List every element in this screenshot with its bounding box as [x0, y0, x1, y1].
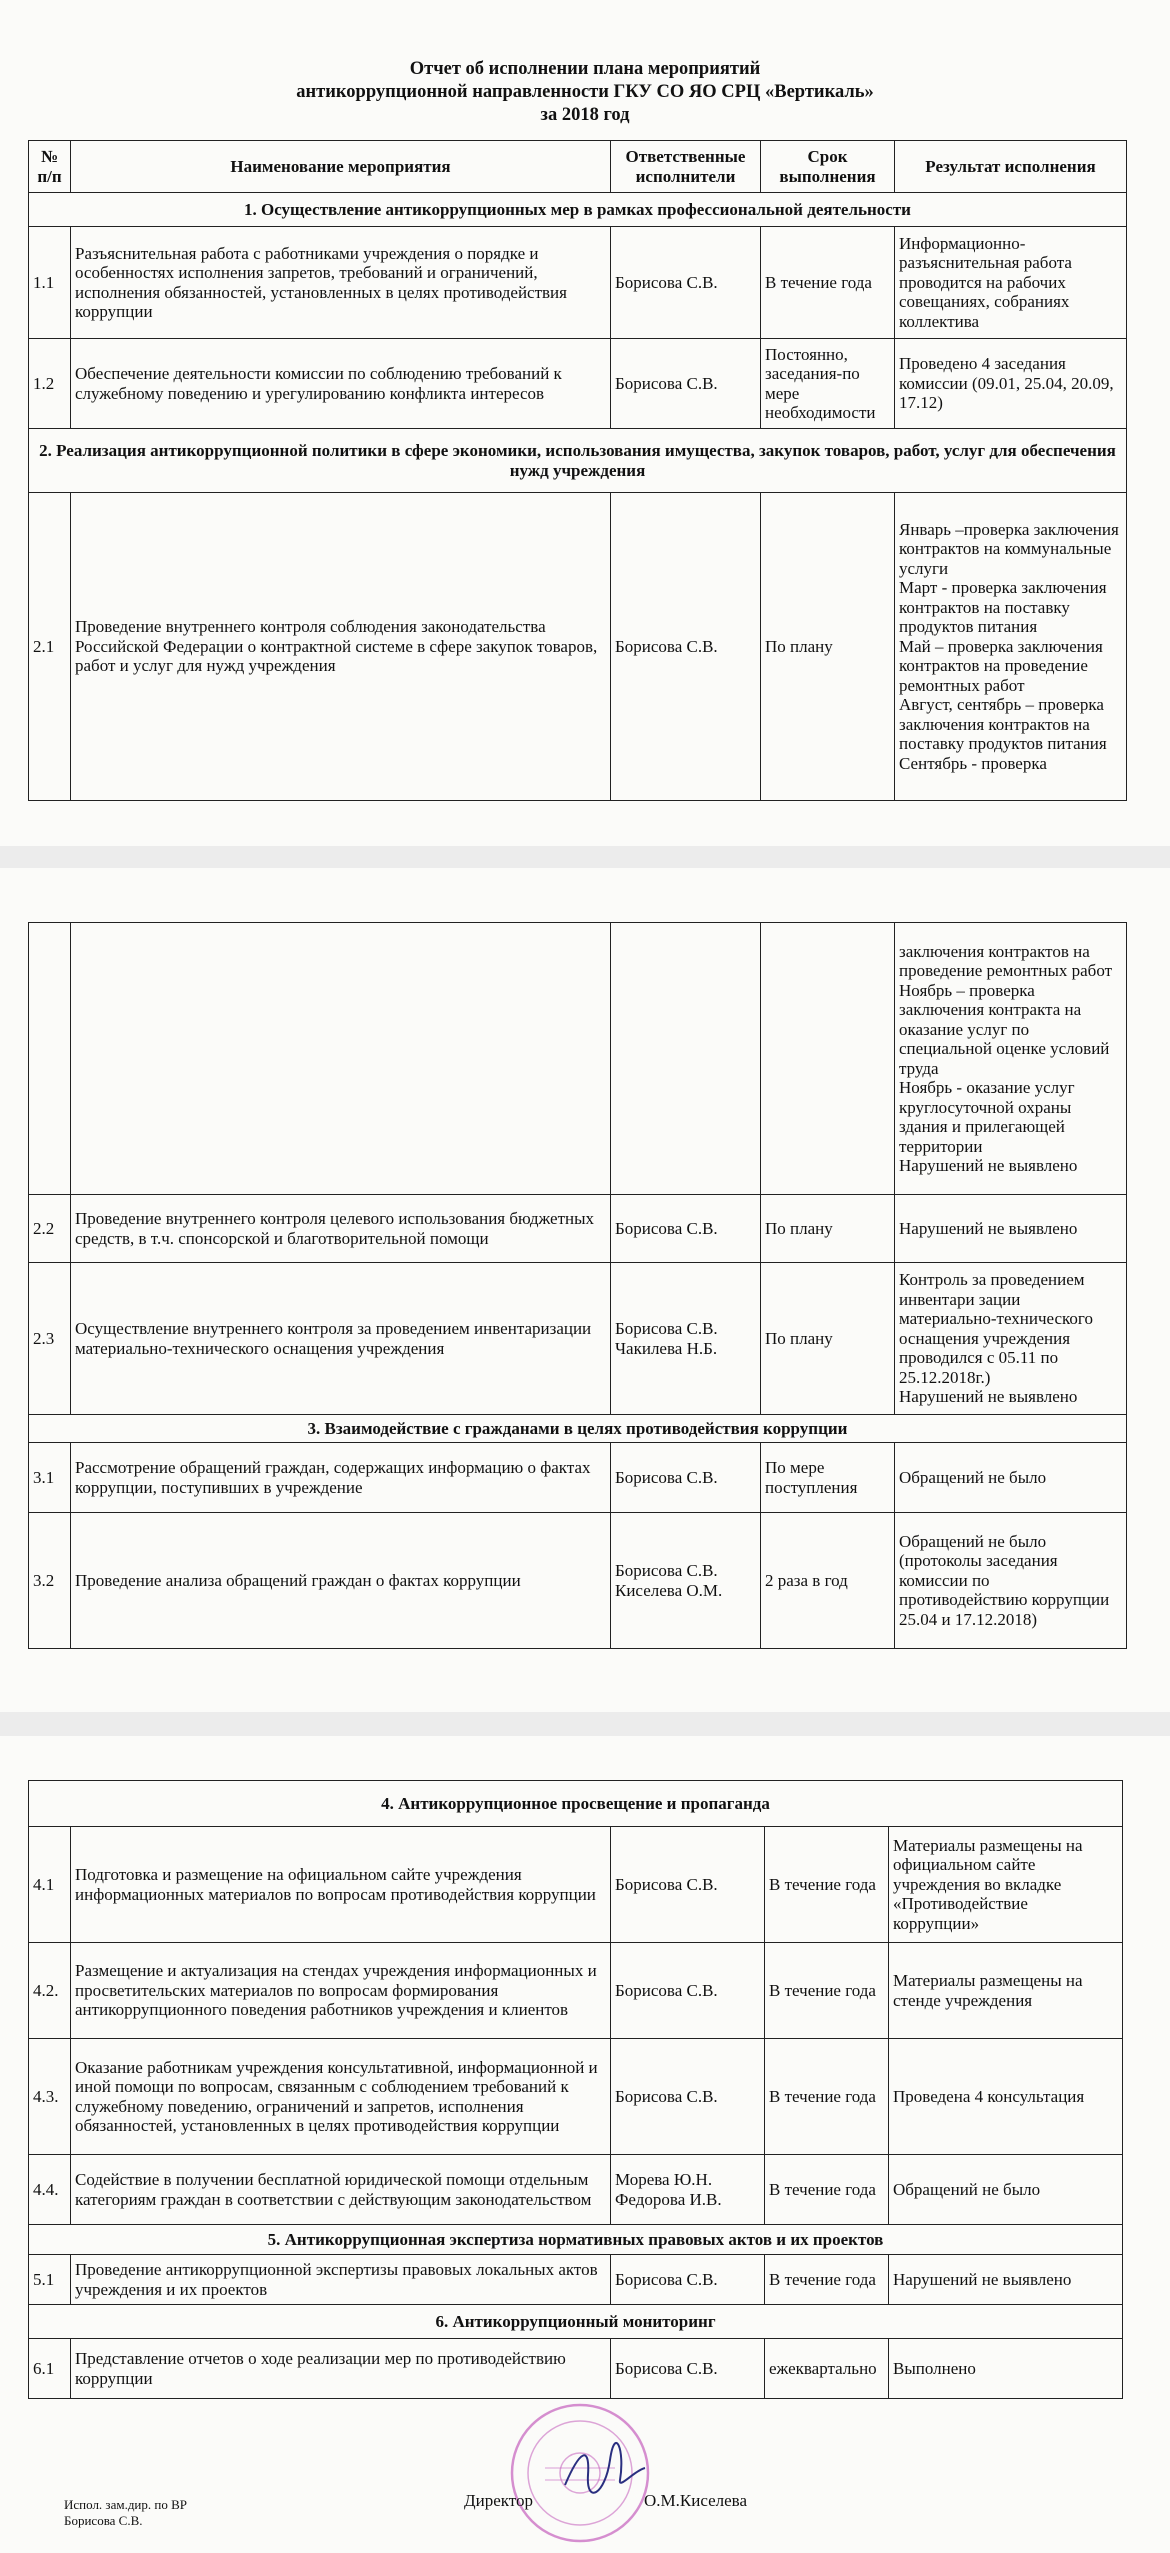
row-term: 2 раза в год: [761, 1513, 895, 1649]
section-3-heading: 3. Взаимодействие с гражданами в целях противодействия коррупции: [29, 1415, 1127, 1443]
page-1: [0, 0, 1170, 846]
row-name: Проведение антикоррупционной экспертизы правовых локальных актов учреждения и их проектов: [71, 2255, 611, 2305]
header-term: Срок выполнения: [761, 141, 895, 193]
row-term: По плану: [761, 1263, 895, 1415]
row-result: Обращений не было: [889, 2155, 1123, 2225]
row-name: Подготовка и размещение на официальном сайте учреждения информационных материалов по вопросам противодействия коррупции: [71, 1827, 611, 1943]
row-name: Размещение и актуализация на стендах учреждения информационных и просветительских материалов по вопросам формирования антикоррупционного поведения работников учреждения и клиентов: [71, 1943, 611, 2039]
section-5-heading: 5. Антикоррупционная экспертиза нормативных правовых актов и их проектов: [29, 2225, 1123, 2255]
title-line-3: за 2018 год: [540, 105, 630, 125]
section-1-heading: 1. Осуществление антикоррупционных мер в рамках профессиональной деятельности: [29, 193, 1127, 227]
header-resp: Ответственные исполнители: [611, 141, 761, 193]
row-result: Обращений не было: [895, 1443, 1127, 1513]
row-num: 2.2: [29, 1195, 71, 1263]
executor-line-2: Борисова С.В.: [64, 2513, 143, 2528]
row-resp: Морева Ю.Н. Федорова И.В.: [611, 2155, 765, 2225]
row-resp: Борисова С.В.: [611, 1443, 761, 1513]
director-name: О.М.Киселева: [644, 2491, 748, 2510]
row-term: В течение года: [765, 1943, 889, 2039]
row-name: Проведение анализа обращений граждан о фактах коррупции: [71, 1513, 611, 1649]
row-num: 6.1: [29, 2339, 71, 2399]
table-row: [29, 1195, 1127, 1263]
row-term: По плану: [761, 1195, 895, 1263]
table-row: [29, 2339, 1123, 2399]
row-name: Оказание работникам учреждения консультативной, информационной и иной помощи по вопросам, связанным с соблюдением требований к служебному поведению, ограничений и запретов, исполнения обязанностей, установленных в целях противодействия коррупции: [71, 2039, 611, 2155]
row-resp: Борисова С.В.: [611, 2255, 765, 2305]
row-result: Контроль за проведением инвентари зации материально-технического оснащения учреждения проводился с 05.11 по 25.12.2018г.) Нарушений не выявлено: [895, 1263, 1127, 1415]
row-name: Осуществление внутреннего контроля за проведением инвентаризации материально-технического оснащения учреждения: [71, 1263, 611, 1415]
table-row: [29, 1513, 1127, 1649]
row-num: 4.4.: [29, 2155, 71, 2225]
row-term: Постоянно, заседания-по мере необходимости: [761, 339, 895, 429]
table-row: [29, 2039, 1123, 2155]
page-2: [0, 868, 1170, 1712]
header-num: № п/п: [29, 141, 71, 193]
row-result: Нарушений не выявлено: [895, 1195, 1127, 1263]
row-term: В течение года: [761, 227, 895, 339]
table-row: [29, 2255, 1123, 2305]
row-resp: Борисова С.В.: [611, 1943, 765, 2039]
header-result: Результат исполнения: [895, 141, 1127, 193]
row-num: 5.1: [29, 2255, 71, 2305]
row-name: Представление отчетов о ходе реализации мер по противодействию коррупции: [71, 2339, 611, 2399]
table-row-continued: [29, 923, 1127, 1195]
table-row: [29, 227, 1127, 339]
section-6-heading: 6. Антикоррупционный мониторинг: [29, 2305, 1123, 2339]
table-row: [29, 1263, 1127, 1415]
signature-icon: [560, 2440, 650, 2500]
title-line-2: антикоррупционной направленности ГКУ СО ЯО СРЦ «Вертикаль»: [296, 82, 874, 102]
director-label: Директор: [464, 2491, 533, 2510]
row-resp: Борисова С.В.: [611, 2039, 765, 2155]
row-resp: Борисова С.В. Чакилева Н.Б.: [611, 1263, 761, 1415]
plan-table-part-1: [28, 140, 1127, 801]
table-row: [29, 2155, 1123, 2225]
row-result: Информационно-разъяснительная работа проводится на рабочих совещаниях, собраниях коллектива: [895, 227, 1127, 339]
row-result: Материалы размещены на официальном сайте учреждения во вкладке «Противодействие коррупции»: [889, 1827, 1123, 1943]
row-result: Январь –проверка заключения контрактов на коммунальные услуги Март - проверка заключения контрактов на поставку продуктов питания Май – проверка заключения контрактов на проведение ремонтных работ Август, сентябрь – проверка заключения контрактов на поставку продуктов питания Сентябрь - проверка: [895, 493, 1127, 801]
row-name: Рассмотрение обращений граждан, содержащих информацию о фактах коррупции, поступивших в учреждение: [71, 1443, 611, 1513]
executor-note: [64, 2497, 187, 2529]
row-num: 1.2: [29, 339, 71, 429]
row-name: Проведение внутреннего контроля соблюдения законодательства Российской Федерации о контрактной системе в сфере закупок товаров, работ и услуг для нужд учреждения: [71, 493, 611, 801]
row-result: Проведена 4 консультация: [889, 2039, 1123, 2155]
row-num: 1.1: [29, 227, 71, 339]
row-result: Материалы размещены на стенде учреждения: [889, 1943, 1123, 2039]
section-4-heading: 4. Антикоррупционное просвещение и пропаганда: [29, 1781, 1123, 1827]
row-resp: Борисова С.В.: [611, 1195, 761, 1263]
row-result: Выполнено: [889, 2339, 1123, 2399]
row-term: В течение года: [765, 1827, 889, 1943]
report-title: [0, 58, 1170, 127]
row-result: Проведено 4 заседания комиссии (09.01, 25.04, 20.09, 17.12): [895, 339, 1127, 429]
row-num: 2.1: [29, 493, 71, 801]
executor-line-1: Испол. зам.дир. по ВР: [64, 2497, 187, 2512]
section-2-heading: 2. Реализация антикоррупционной политики в сфере экономики, использования имущества, закупок товаров, работ, услуг для обеспечения нужд учреждения: [29, 429, 1127, 493]
row-num: 2.3: [29, 1263, 71, 1415]
table-row: [29, 339, 1127, 429]
table-header-row: [29, 141, 1127, 193]
header-name: Наименование мероприятия: [71, 141, 611, 193]
row-name: Проведение внутреннего контроля целевого использования бюджетных средств, в т.ч. спонсорской и благотворительной помощи: [71, 1195, 611, 1263]
table-row: [29, 1943, 1123, 2039]
row-result: Обращений не было (протоколы заседания комиссии по противодействию коррупции 25.04 и 17.12.2018): [895, 1513, 1127, 1649]
row-num: 3.2: [29, 1513, 71, 1649]
row-term: В течение года: [765, 2155, 889, 2225]
row-term: ежеквартально: [765, 2339, 889, 2399]
title-line-1: Отчет об исполнении плана мероприятий: [409, 59, 761, 79]
row-term: По мере поступления: [761, 1443, 895, 1513]
row-resp: Борисова С.В.: [611, 2339, 765, 2399]
row-name: Обеспечение деятельности комиссии по соблюдению требований к служебному поведению и урегулированию конфликта интересов: [71, 339, 611, 429]
row-result-continued: заключения контрактов на проведение ремонтных работ Ноябрь – проверка заключения контракта на оказание услуг по специальной оценке условий труда Ноябрь - оказание услуг круглосуточной охраны здания и прилегающей территории Нарушений не выявлено: [895, 923, 1127, 1195]
row-num: 4.2.: [29, 1943, 71, 2039]
row-result: Нарушений не выявлено: [889, 2255, 1123, 2305]
row-term: В течение года: [765, 2039, 889, 2155]
table-row: [29, 1827, 1123, 1943]
row-resp: Борисова С.В. Киселева О.М.: [611, 1513, 761, 1649]
row-name: Содействие в получении бесплатной юридической помощи отдельным категориям граждан в соответствии с действующим законодательством: [71, 2155, 611, 2225]
row-term: По плану: [761, 493, 895, 801]
row-num: 4.1: [29, 1827, 71, 1943]
row-num: 3.1: [29, 1443, 71, 1513]
row-num: 4.3.: [29, 2039, 71, 2155]
table-row: [29, 1443, 1127, 1513]
row-resp: Борисова С.В.: [611, 339, 761, 429]
row-resp: Борисова С.В.: [611, 227, 761, 339]
row-resp: Борисова С.В.: [611, 1827, 765, 1943]
row-term: В течение года: [765, 2255, 889, 2305]
table-row: [29, 493, 1127, 801]
row-resp: Борисова С.В.: [611, 493, 761, 801]
plan-table-part-3: [28, 1780, 1123, 2399]
plan-table-part-2: [28, 922, 1127, 1649]
row-name: Разъяснительная работа с работниками учреждения о порядке и особенностях исполнения запретов, требований и ограничений, исполнения обязанностей, установленных в целях противодействия коррупции: [71, 227, 611, 339]
